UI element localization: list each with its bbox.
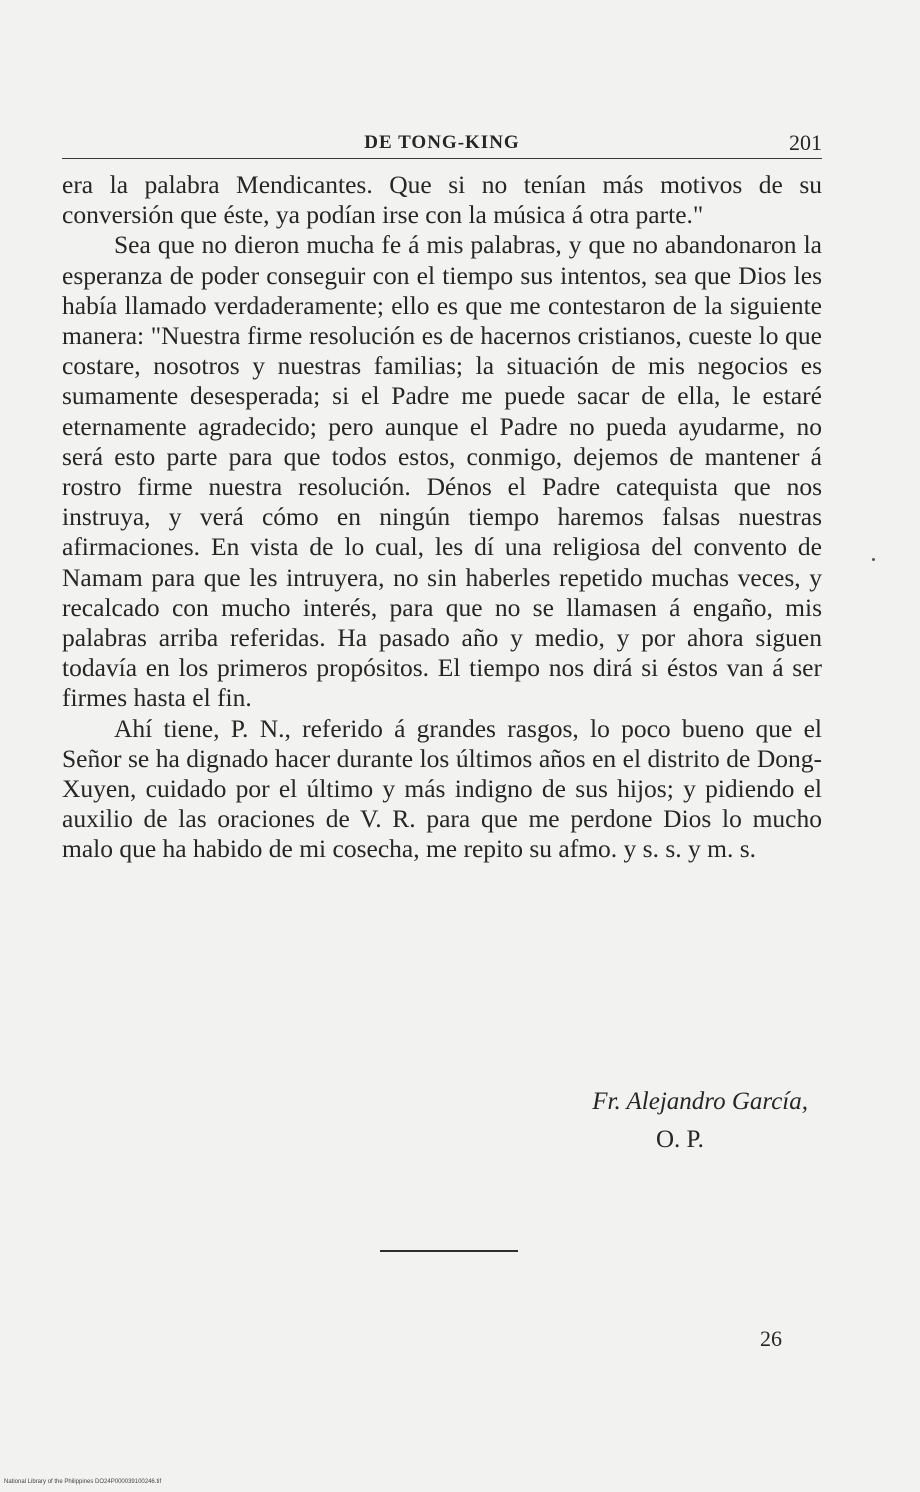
signature-order: O. P. <box>656 1126 704 1153</box>
closing-rule <box>380 1250 518 1252</box>
paragraph: Ahí tiene, P. N., referido á grandes rasgos, lo poco bueno que el Señor se ha dignado hacer durante los últimos años en el distrito de Dong-Xuyen, cuidado por el último y más indigno de sus hijos; y pidiendo el auxilio de las oraciones de V. R. para que me perdone Dios lo mucho malo que ha habido de mi cosecha, me repito su afmo. y s. s. y m. s. <box>62 713 822 864</box>
page-header <box>62 128 822 159</box>
footer-credit: National Library of the Philippines DO24P000039100246.tif <box>4 1479 162 1485</box>
margin-spot <box>872 558 875 561</box>
signature-name: Fr. Alejandro García, <box>592 1088 808 1115</box>
page-number: 201 <box>789 130 822 155</box>
running-title: DE TONG-KING <box>364 132 520 153</box>
paragraph-continuation: era la palabra Mendicantes. Que si no tenían más motivos de su conversión que éste, ya podían irse con la música á otra parte." <box>62 170 822 230</box>
signature-mark: 26 <box>760 1326 782 1351</box>
body-text <box>62 170 822 865</box>
paragraph: Sea que no dieron mucha fe á mis palabras, y que no abandonaron la esperanza de poder conseguir con el tiempo sus intentos, sea que Dios les había llamado verdaderamente; ello es que me contestaron de la siguiente manera: "Nuestra firme resolución es de hacernos cristianos, cueste lo que costare, nosotros y nuestras familias; la situación de mis negocios es sumamente desesperada; si el Padre me puede sacar de ella, le estaré eternamente agradecido; pero aunque el Padre no pueda ayudarme, no será esto parte para que todos estos, conmigo, dejemos de mantener á rostro firme nuestra resolución. Dénos el Padre catequista que nos instruya, y verá cómo en ningún tiempo haremos falsas nuestras afirmaciones. En vista de lo cual, les dí una religiosa del convento de Namam para que les intruyera, no sin haberles repetido muchas veces, y recalcado con mucho interés, para que no se llamasen á engaño, mis palabras arriba referidas. Ha pasado año y medio, y por ahora siguen todavía en los primeros propósitos. El tiempo nos dirá si éstos van á ser firmes hasta el fin. <box>62 230 822 713</box>
